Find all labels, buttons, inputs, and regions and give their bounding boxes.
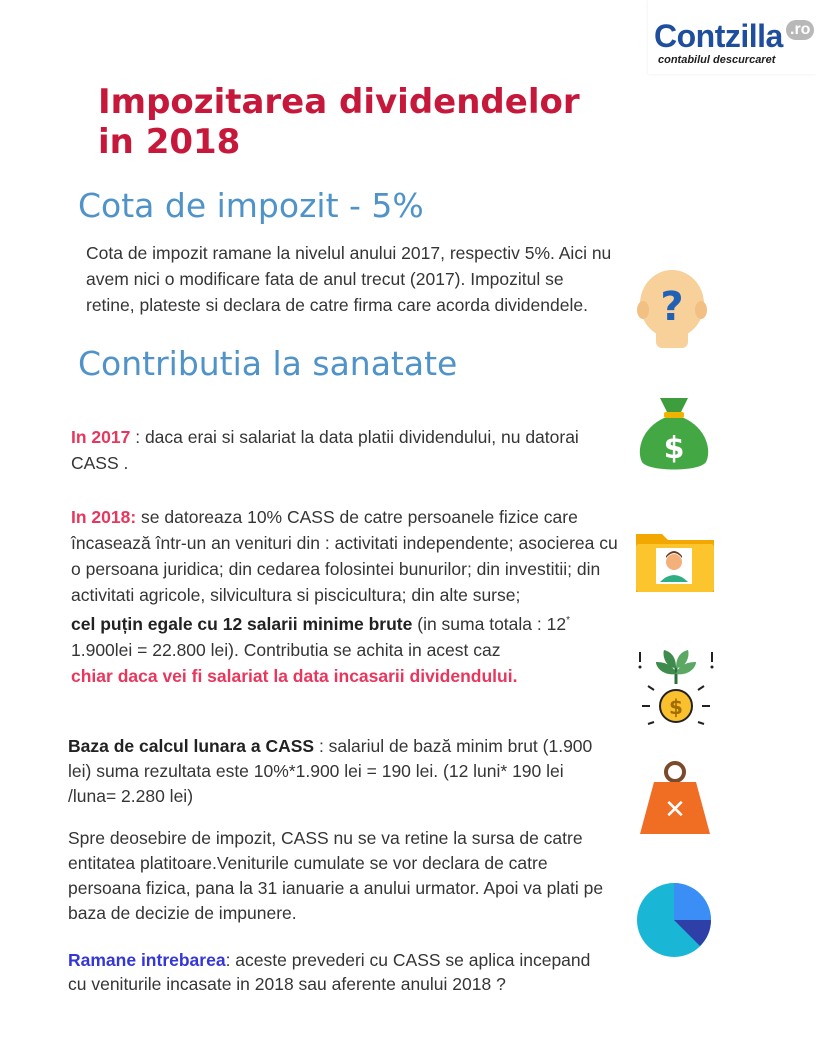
paragraph-ramane — [68, 948, 598, 996]
title-line-2: in 2018 — [98, 122, 241, 162]
text-2018-sup: * — [566, 615, 570, 626]
label-ramane: Ramane intrebarea — [68, 950, 226, 970]
text-2018-red: chiar daca vei fi salariat la data incasarii dividendului. — [71, 665, 518, 686]
user-folder-icon — [634, 528, 716, 594]
heading-contributia: Contributia la sanatate — [78, 344, 458, 383]
logo-suffix: .ro — [786, 20, 814, 40]
question-glyph: ? — [660, 284, 684, 330]
cross-glyph: ✕ — [664, 795, 686, 825]
label-2017: In 2017 — [71, 427, 131, 447]
page-title — [98, 82, 658, 162]
paragraph-2017 — [71, 424, 611, 476]
paragraph-spre-deosebire: Spre deosebire de impozit, CASS nu se va retine la sursa de catre entitatea platitoare.Veniturile cumulate se vor declara de catre persoana fizica, pana la 31 ianuarie a anului urmator. Apoi va plati pe baza de decizie de impunere. — [68, 828, 604, 923]
logo-name: Contzilla — [654, 18, 783, 54]
logo — [648, 0, 816, 74]
money-bag-icon — [634, 394, 714, 474]
label-baza: Baza de calcul lunara a CASS — [68, 736, 315, 756]
text-ramane: : aceste prevederi cu CASS se aplica incepand cu veniturile incasate in 2018 sau aferente anului 2018 ? — [68, 950, 591, 994]
title-line-1: Impozitarea dividendelor — [98, 82, 580, 122]
paragraph-2018 — [71, 504, 619, 689]
text-2018-sum2: 1.900lei = 22.800 lei). Contributia se achita in acest caz — [71, 639, 501, 660]
heading-cota-impozit: Cota de impozit - 5% — [78, 186, 424, 225]
text-2018: se datoreaza 10% CASS de catre persoanele fizice care încasează într-un an venituri din : activitati independente; asocierea cu o persoana juridica; din cedarea folosintei bunurilor; din investitii; din activitati agricole, silvicultura si piscicultura; din alte surse; — [71, 507, 618, 605]
text-baza: : salariul de bază minim brut (1.900 lei) suma rezultata este 10%*1.900 lei = 190 lei. (12 luni* 190 lei /luna= 2.280 lei) — [68, 736, 593, 806]
dollar-glyph: $ — [663, 431, 685, 466]
text-2018-sum: (in suma totala : 12 — [412, 613, 567, 634]
text-2018-bold: cel puțin egale cu 12 salarii minime brute — [71, 613, 413, 634]
paragraph-cota: Cota de impozit ramane la nivelul anului 2017, respectiv 5%. Aici nu avem nici o modificare fata de anul trecut (2017). Impozitul se retine, plateste si declara de catre firma care acorda dividendele. — [86, 243, 612, 315]
weight-x-icon — [636, 760, 714, 836]
pie-chart-icon — [636, 880, 714, 958]
question-head-icon — [636, 268, 716, 352]
text-2017: : daca erai si salariat la data platii dividendului, nu datorai CASS . — [71, 427, 579, 473]
coin-glyph: $ — [669, 695, 683, 719]
label-2018: In 2018: — [71, 507, 137, 527]
paragraph-baza — [68, 734, 608, 809]
plant-coin-icon — [636, 644, 716, 726]
logo-tagline: contabilul descurcaret — [658, 54, 776, 66]
